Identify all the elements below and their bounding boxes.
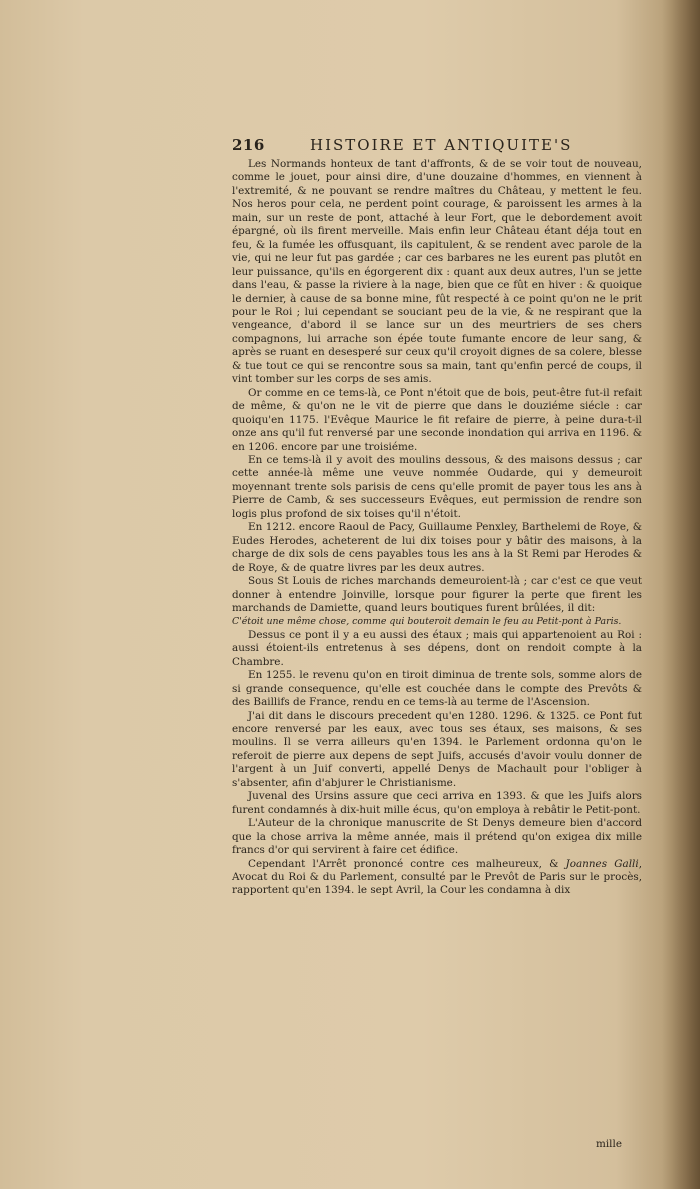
page-edge-shadow — [662, 0, 700, 1189]
paragraph: Les Normands honteux de tant d'affronts, & de se voir tout de nouveau, comme le jouet, pour ainsi dire, d'une douzaine d'hommes, en viennent à l'extremité, & ne pouvant se rendre maîtres du Château, y mettent le feu. Nos heros pour cela, ne perdent point courage, & paroissent les armes à la main, sur un reste de pont, attaché à leur Fort, que le debordement avoit épargné, où ils firent merveille. Mais enfin leur Château étant déja tout en feu, & la fumée les offusquant, ils capitulent, & se rendent avec parole de la vie, qui ne leur fut pas gardée ; car ces barbares ne les eurent pas plutôt en leur puissance, qu'ils en égorgerent dix : quant aux deux autres, l'un se jette dans l'eau, & passe la riviere à la nage, bien que ce fût en hiver : & quoique le dernier, à cause de sa bonne mine, fût respecté à ce point qu'on ne le prit pour le Roi ; lui cependant se souciant peu de la vie, & ne respirant que la vengeance, d'abord il se lance sur un des meurtriers de ses chers compagnons, lui arrache son épée toute fumante encore de leur sang, & après se ruant en desesperé sur ceux qu'il croyoit dignes de sa colere, blesse & tue tout ce qui se rencontre sous sa main, tant qu'enfin percé de coups, il vint tomber sur les corps de ses amis. — [232, 158, 642, 386]
paragraph: En 1212. encore Raoul de Pacy, Guillaume Penxley, Barthelemi de Roye, & Eudes Herodes, acheterent de lui dix toises pour y bâtir des maisons, à la charge de dix sols de cens payables tous les ans à la St Remi par Herodes & de Roye, & de quatre livres par les deux autres. — [232, 521, 642, 574]
page-number: 216 — [232, 136, 265, 154]
paragraph-last-start: Cependant l'Arrêt prononcé contre ces malheureux, & — [248, 857, 566, 870]
paragraph-last — [232, 858, 642, 898]
paragraph: Dessus ce pont il y a eu aussi des étaux ; mais qui appartenoient au Roi : aussi étoient-ils entretenus à ses dépens, dont on rendoit compte à la Chambre. — [232, 628, 642, 668]
page-header — [232, 136, 642, 156]
paragraph: Sous St Louis de riches marchands demeuroient-là ; car c'est ce que veut donner à entendre Joinville, lorsque pour figurer la perte que firent les marchands de Damiette, quand leurs boutiques furent brûlées, il dit: — [232, 575, 642, 614]
paragraph: J'ai dit dans le discours precedent qu'en 1280. 1296. & 1325. ce Pont fut encore renversé par les eaux, avec tous ses étaux, ses maisons, & ses moulins. Il se verra ailleurs qu'en 1394. le Parlement ordonna qu'on le referoit de pierre aux depens de sept Juifs, accusés d'avoir voulu donner de l'argent à un Juif converti, appellé Denys de Machault pour l'obliger à s'absenter, afin d'abjurer le Christianisme. — [232, 709, 642, 789]
catchword: mille — [596, 1138, 622, 1150]
paragraph-last-end: , Avocat du Roi & du Parlement, consulté par le Prevôt de Paris sur le procès, rapportent qu'en 1394. le sept Avril, la Cour les condamna à dix — [232, 857, 642, 897]
paragraph: En 1255. le revenu qu'on en tiroit diminua de trente sols, somme alors de si grande consequence, qu'elle est couchée dans le compte des Prevôts & des Baillifs de France, rendu en ce tems-là au terme de l'Ascension. — [232, 669, 642, 709]
paragraph-last-italic-name: Joannes Galli — [565, 857, 639, 870]
paragraph: En ce tems-là il y avoit des moulins dessous, & des maisons dessus ; car cette année-là même une veuve nommée Oudarde, qui y demeuroit moyennant trente sols parisis de cens qu'elle promit de payer tous les ans à Pierre de Camb, & ses successeurs Evêques, eut permission de rendre son logis plus profond de six toises qu'il n'étoit. — [232, 453, 642, 520]
body-text — [232, 158, 642, 898]
paragraph: Or comme en ce tems-là, ce Pont n'étoit que de bois, peut-être fut-il refait de même, & qu'on ne le vit de pierre que dans le douziéme siécle : car quoiqu'en 1175. l'Evêque Maurice le fit refaire de pierre, à peine dura-t-il onze ans qu'il fut renversé par une seconde inondation qui arriva en 1196. & en 1206. encore par une troisiéme. — [232, 386, 642, 453]
paragraph: L'Auteur de la chronique manuscrite de St Denys demeure bien d'accord que la chose arriva la même année, mais il prétend qu'on exigea dix mille francs d'or qui servirent à faire cet édifice. — [232, 817, 642, 857]
paragraph: Juvenal des Ursins assure que ceci arriva en 1393. & que les Juifs alors furent condamnés à dix-huit mille écus, qu'on employa à rebâtir le Petit-pont. — [232, 790, 642, 816]
joinville-quote: C'étoit une même chose, comme qui bouteroit demain le feu au Petit-pont à Paris. — [232, 616, 622, 628]
running-title: HISTOIRE ET ANTIQUITE'S — [310, 136, 573, 154]
